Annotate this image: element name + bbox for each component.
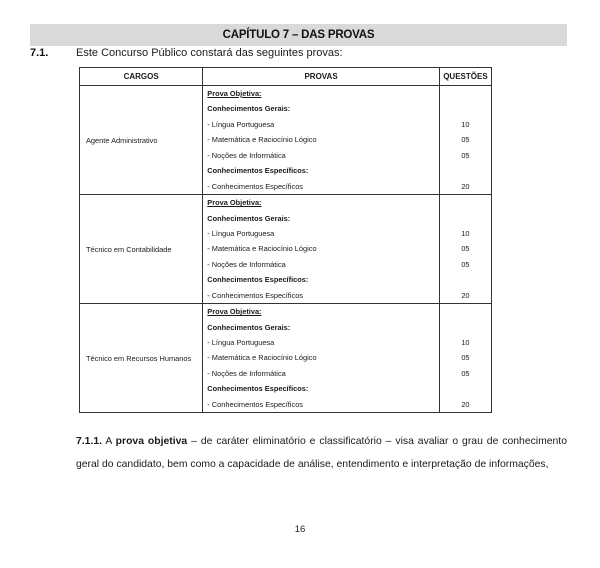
blank-cell xyxy=(440,163,491,178)
prova-objetiva-label: Prova Objetiva: xyxy=(207,89,262,98)
prova-objetiva-label: Prova Objetiva: xyxy=(207,198,262,208)
conhecimentos-especificos-label: Conhecimentos Específicos: xyxy=(207,275,309,285)
page-number: 16 xyxy=(294,524,306,535)
question-count: 05 xyxy=(461,244,470,254)
subject-name: - Conhecimentos Específicos xyxy=(207,290,304,300)
subject-name: - Noções de Informática xyxy=(207,150,286,160)
paragraph-pre: A xyxy=(105,436,112,447)
provas-cell xyxy=(203,304,440,413)
question-count: 05 xyxy=(461,259,470,269)
question-count: 10 xyxy=(461,338,470,347)
question-count: 05 xyxy=(461,150,470,160)
question-count: 05 xyxy=(461,368,470,378)
question-count: 05 xyxy=(461,135,470,145)
blank-cell xyxy=(440,195,491,210)
conhecimentos-especificos-label: Conhecimentos Específicos: xyxy=(207,384,309,394)
chapter-banner xyxy=(30,24,567,46)
questoes-cell xyxy=(439,195,491,304)
question-count: 10 xyxy=(461,119,470,129)
header-cargos: CARGOS xyxy=(80,68,203,86)
cargo-cell: Técnico em Recursos Humanos xyxy=(80,304,203,413)
provas-cell xyxy=(203,86,440,195)
subject-name: - Matemática e Raciocínio Lógico xyxy=(207,244,317,254)
conhecimentos-gerais-label: Conhecimentos Gerais: xyxy=(207,213,291,223)
subject-name: - Conhecimentos Específicos xyxy=(207,399,304,409)
section-number: 7.1. xyxy=(30,47,49,59)
blank-cell xyxy=(440,272,491,287)
blank-cell xyxy=(440,320,491,335)
question-count: 10 xyxy=(461,228,470,238)
provas-cell xyxy=(203,195,440,304)
table-header-row xyxy=(80,68,492,86)
table-row xyxy=(80,86,492,195)
prova-objetiva-label: Prova Objetiva: xyxy=(207,307,262,317)
blank-cell xyxy=(440,101,491,116)
exam-table xyxy=(79,67,492,413)
subject-name: - Língua Portuguesa xyxy=(207,228,275,238)
question-count: 05 xyxy=(461,353,470,363)
blank-cell xyxy=(440,211,491,226)
paragraph-7-1-1 xyxy=(76,430,567,476)
question-count: 20 xyxy=(461,181,470,191)
paragraph-bold-term: prova objetiva xyxy=(115,436,188,447)
blank-cell xyxy=(440,304,491,319)
paragraph-number: 7.1.1. xyxy=(76,436,102,447)
cargo-cell: Técnico em Contabilidade xyxy=(80,195,203,304)
question-count: 20 xyxy=(461,290,470,300)
paragraph-line-2: geral do candidato, bem como a capacidade de análise, entendimento e interpretação de informações, xyxy=(76,459,549,470)
chapter-title: CAPÍTULO 7 – DAS PROVAS xyxy=(222,29,375,41)
subject-name: - Noções de Informática xyxy=(207,259,286,269)
header-questoes: QUESTÕES xyxy=(439,68,491,86)
subject-name: - Matemática e Raciocínio Lógico xyxy=(207,135,317,145)
paragraph-line1-rest: – de caráter eliminatório e classificatório – visa avaliar o grau de conhecimento xyxy=(191,436,567,447)
subject-name: - Matemática e Raciocínio Lógico xyxy=(207,353,317,363)
subject-name: - Língua Portuguesa xyxy=(207,119,275,129)
questoes-cell xyxy=(439,86,491,195)
header-provas: PROVAS xyxy=(203,68,440,86)
conhecimentos-gerais-label: Conhecimentos Gerais: xyxy=(207,322,291,332)
subject-name: - Noções de Informática xyxy=(207,368,286,378)
paragraph-line-1 xyxy=(76,430,567,453)
blank-cell xyxy=(440,86,491,101)
conhecimentos-gerais-label: Conhecimentos Gerais: xyxy=(207,104,291,114)
conhecimentos-especificos-label: Conhecimentos Específicos: xyxy=(207,166,309,176)
question-count: 20 xyxy=(461,399,470,409)
cargo-cell: Agente Administrativo xyxy=(80,86,203,195)
table-row xyxy=(80,195,492,304)
blank-cell xyxy=(440,381,491,396)
questoes-cell xyxy=(439,304,491,413)
subject-name: - Conhecimentos Específicos xyxy=(207,181,304,191)
section-intro-text: Este Concurso Público constará das seguintes provas: xyxy=(76,47,343,59)
subject-name: - Língua Portuguesa xyxy=(207,338,275,347)
table-row xyxy=(80,304,492,413)
